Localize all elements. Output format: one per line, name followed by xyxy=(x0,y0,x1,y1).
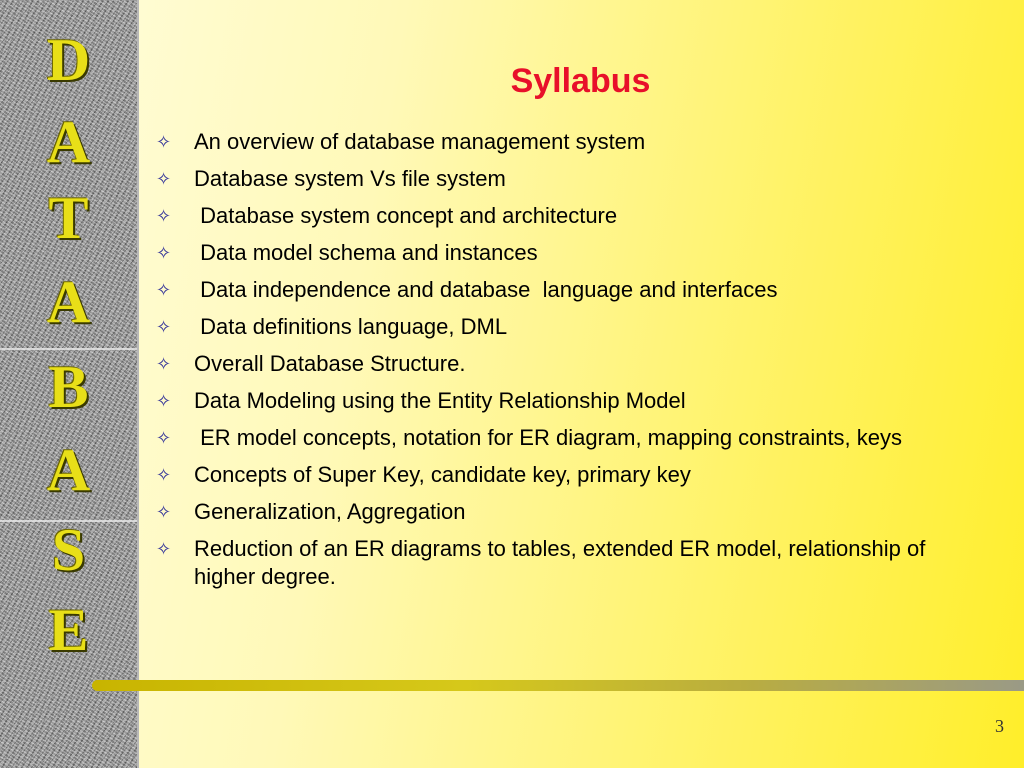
list-item xyxy=(156,424,986,452)
list-item-text: Data independence and database language and interfaces xyxy=(194,277,778,302)
slide-title: Syllabus xyxy=(510,62,651,100)
sidebar-letter: T xyxy=(48,185,89,251)
list-item-text: Data Modeling using the Entity Relationship Model xyxy=(194,388,686,413)
star-bullet-icon: ✧ xyxy=(156,132,172,152)
star-bullet-icon: ✧ xyxy=(156,280,172,300)
list-item xyxy=(156,202,986,230)
star-bullet-icon: ✧ xyxy=(156,539,172,559)
star-bullet-icon: ✧ xyxy=(156,428,172,448)
page-number: 3 xyxy=(995,716,1004,736)
list-item xyxy=(156,498,986,526)
sidebar-letter: A xyxy=(46,269,91,335)
syllabus-list xyxy=(156,128,986,600)
star-bullet-icon: ✧ xyxy=(156,502,172,522)
star-bullet-icon: ✧ xyxy=(156,465,172,485)
list-item-text: An overview of database management system xyxy=(194,129,646,154)
list-item xyxy=(156,276,986,304)
sidebar-letter: S xyxy=(51,517,86,583)
star-bullet-icon: ✧ xyxy=(156,169,172,189)
list-item-text: Concepts of Super Key, candidate key, primary key xyxy=(194,462,691,487)
list-item-text: Data model schema and instances xyxy=(194,240,538,265)
list-item xyxy=(156,350,986,378)
sidebar-letter: A xyxy=(46,109,91,175)
list-item xyxy=(156,313,986,341)
list-item-text: Database system Vs file system xyxy=(194,166,506,191)
sidebar-letter: A xyxy=(46,437,91,503)
star-bullet-icon: ✧ xyxy=(156,354,172,374)
sidebar-letter: E xyxy=(48,597,89,663)
list-item-text: Reduction of an ER diagrams to tables, extended ER model, relationship of higher degree. xyxy=(194,536,926,589)
sidebar-letter: B xyxy=(48,354,89,420)
sidebar-letter: D xyxy=(46,27,91,93)
decorative-divider-bar xyxy=(92,680,1024,691)
list-item-text: Overall Database Structure. xyxy=(194,351,466,376)
list-item xyxy=(156,535,986,591)
list-item-text: Data definitions language, DML xyxy=(194,314,508,339)
star-bullet-icon: ✧ xyxy=(156,206,172,226)
list-item xyxy=(156,461,986,489)
sidebar-divider xyxy=(0,348,137,350)
list-item-text: Generalization, Aggregation xyxy=(194,499,466,524)
list-item-text: Database system concept and architecture xyxy=(194,203,618,228)
list-item xyxy=(156,128,986,156)
star-bullet-icon: ✧ xyxy=(156,243,172,263)
star-bullet-icon: ✧ xyxy=(156,317,172,337)
list-item xyxy=(156,165,986,193)
list-item-text: ER model concepts, notation for ER diagram, mapping constraints, keys xyxy=(194,425,903,450)
list-item xyxy=(156,387,986,415)
list-item xyxy=(156,239,986,267)
sidebar-panel xyxy=(0,0,139,768)
star-bullet-icon: ✧ xyxy=(156,391,172,411)
